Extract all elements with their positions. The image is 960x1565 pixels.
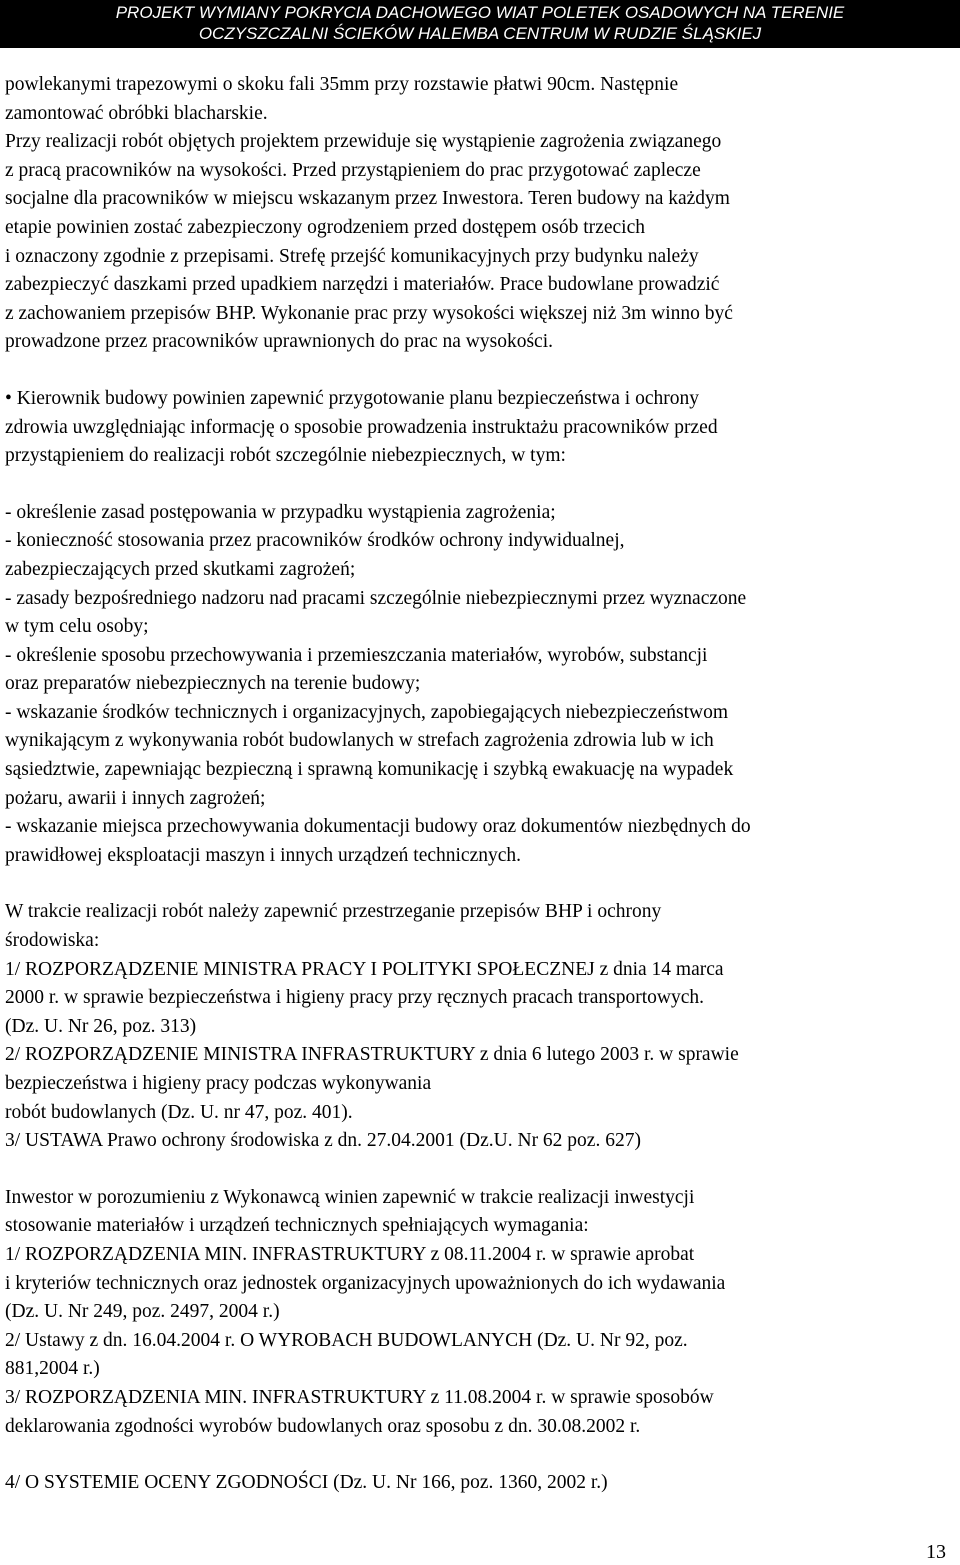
regulation-item: 4/ O SYSTEMIE OCENY ZGODNOŚCI (Dz. U. Nr 166, poz. 1360, 2002 r.) bbox=[5, 1472, 608, 1494]
list-item: - określenie zasad postępowania w przypadku wystąpienia zagrożenia; bbox=[5, 501, 556, 523]
text-line: 881,2004 r.) bbox=[5, 1358, 100, 1380]
text-line: Inwestor w porozumieniu z Wykonawcą winien zapewnić w trakcie realizacji inwestycji bbox=[5, 1186, 695, 1208]
text-line: pożaru, awarii i innych zagrożeń; bbox=[5, 787, 266, 809]
paragraph-work-description bbox=[5, 71, 944, 357]
text-line: przystąpieniem do realizacji robót szczególnie niebezpiecznych, w tym: bbox=[5, 445, 566, 467]
text-line: i oznaczony zgodnie z przepisami. Strefę przejść komunikacyjnych przy budynku należy bbox=[5, 245, 699, 267]
text-line: 2000 r. w sprawie bezpieczeństwa i higieny pracy przy ręcznych pracach transportowych. bbox=[5, 987, 705, 1009]
text-line: Przy realizacji robót objętych projektem przewiduje się wystąpienie zagrożenia związanego bbox=[5, 131, 722, 153]
text-line: deklarowania zgodności wyrobów budowlanych oraz sposobu z dn. 30.08.2002 r. bbox=[5, 1415, 641, 1437]
text-line: stosowanie materiałów i urządzeń technicznych spełniających wymagania: bbox=[5, 1215, 589, 1237]
text-line: etapie powinien zostać zabezpieczony ogrodzeniem przed dostępem osób trzecich bbox=[5, 216, 645, 238]
document-header bbox=[0, 0, 960, 48]
text-line: sąsiedztwie, zapewniając bezpieczną i sprawną komunikację i szybką ewakuację na wypadek bbox=[5, 759, 734, 781]
document-body bbox=[5, 71, 944, 1498]
text-line: robót budowlanych (Dz. U. nr 47, poz. 401). bbox=[5, 1101, 353, 1123]
text-line: • Kierownik budowy powinien zapewnić przygotowanie planu bezpieczeństwa i ochrony bbox=[5, 387, 699, 409]
list-item: - wskazanie środków technicznych i organizacyjnych, zapobiegających niebezpieczeństwom bbox=[5, 701, 728, 723]
list-safety-instructions bbox=[5, 499, 944, 871]
text-line: środowiska: bbox=[5, 930, 100, 952]
text-line: prowadzone przez pracowników uprawnionych do prac na wysokości. bbox=[5, 331, 553, 353]
regulation-item: 1/ ROZPORZĄDZENIA MIN. INFRASTRUKTURY z 08.11.2004 r. w sprawie aprobat bbox=[5, 1243, 695, 1265]
regulation-item: 3/ ROZPORZĄDZENIA MIN. INFRASTRUKTURY z 11.08.2004 r. w sprawie sposobów bbox=[5, 1386, 714, 1408]
text-line: i kryteriów technicznych oraz jednostek organizacyjnych upoważnionych do ich wydawania bbox=[5, 1272, 726, 1294]
regulation-item: 2/ ROZPORZĄDZENIE MINISTRA INFRASTRUKTURY z dnia 6 lutego 2003 r. w sprawie bbox=[5, 1044, 739, 1066]
page-number: 13 bbox=[926, 1541, 946, 1563]
paragraph-investor-requirements bbox=[5, 1184, 944, 1441]
text-line: (Dz. U. Nr 26, poz. 313) bbox=[5, 1015, 197, 1037]
list-item: - zasady bezpośredniego nadzoru nad pracami szczególnie niebezpiecznymi przez wyznaczone bbox=[5, 587, 747, 609]
header-line-1: PROJEKT WYMIANY POKRYCIA DACHOWEGO WIAT POLETEK OSADOWYCH NA TERENIE bbox=[115, 3, 845, 22]
text-line: powlekanymi trapezowymi o skoku fali 35mm przy rozstawie płatwi 90cm. Następnie bbox=[5, 74, 679, 95]
paragraph-conformity-system bbox=[5, 1469, 944, 1498]
text-line: z zachowaniem przepisów BHP. Wykonanie prac przy wysokości większej niż 3m winno być bbox=[5, 302, 733, 324]
text-line: prawidłowej eksploatacji maszyn i innych urządzeń technicznych. bbox=[5, 844, 522, 866]
text-line: oraz preparatów niebezpiecznych na terenie budowy; bbox=[5, 673, 421, 695]
text-line: socjalne dla pracowników w miejscu wskazanym przez Inwestora. Teren budowy na każdym bbox=[5, 188, 730, 210]
regulation-item: 1/ ROZPORZĄDZENIE MINISTRA PRACY I POLITYKI SPOŁECZNEJ z dnia 14 marca bbox=[5, 958, 724, 980]
regulation-item: 3/ USTAWA Prawo ochrony środowiska z dn. 27.04.2001 (Dz.U. Nr 62 poz. 627) bbox=[5, 1130, 641, 1152]
paragraph-bhp-regulations bbox=[5, 898, 944, 1155]
text-line: (Dz. U. Nr 249, poz. 2497, 2004 r.) bbox=[5, 1301, 280, 1323]
text-line: zabezpieczyć daszkami przed upadkiem narzędzi i materiałów. Prace budowlane prowadzić bbox=[5, 274, 720, 296]
text-line: z pracą pracowników na wysokości. Przed przystąpieniem do prac przygotować zaplecze bbox=[5, 159, 701, 181]
text-line: zdrowia uwzględniając informację o sposobie prowadzenia instruktażu pracowników przed bbox=[5, 416, 718, 438]
text-line: wynikającym z wykonywania robót budowlanych w strefach zagrożenia zdrowia lub w ich bbox=[5, 730, 714, 752]
list-item: - określenie sposobu przechowywania i przemieszczania materiałów, wyrobów, substancji bbox=[5, 644, 708, 666]
text-line: bezpieczeństwa i higieny pracy podczas wykonywania bbox=[5, 1073, 432, 1094]
paragraph-site-manager bbox=[5, 385, 944, 471]
list-item: - wskazanie miejsca przechowywania dokumentacji budowy oraz dokumentów niezbędnych do bbox=[5, 816, 751, 838]
header-line-2: OCZYSZCZALNI ŚCIEKÓW HALEMBA CENTRUM W RUDZIE ŚLĄSKIEJ bbox=[198, 24, 762, 43]
regulation-item: 2/ Ustawy z dn. 16.04.2004 r. O WYROBACH BUDOWLANYCH (Dz. U. Nr 92, poz. bbox=[5, 1329, 688, 1351]
text-line: zamontować obróbki blacharskie. bbox=[5, 102, 268, 124]
text-line: W trakcie realizacji robót należy zapewnić przestrzeganie przepisów BHP i ochrony bbox=[5, 901, 662, 923]
list-item: - konieczność stosowania przez pracowników środków ochrony indywidualnej, bbox=[5, 530, 625, 552]
text-line: w tym celu osoby; bbox=[5, 616, 149, 638]
text-line: zabezpieczających przed skutkami zagrożeń; bbox=[5, 558, 356, 580]
